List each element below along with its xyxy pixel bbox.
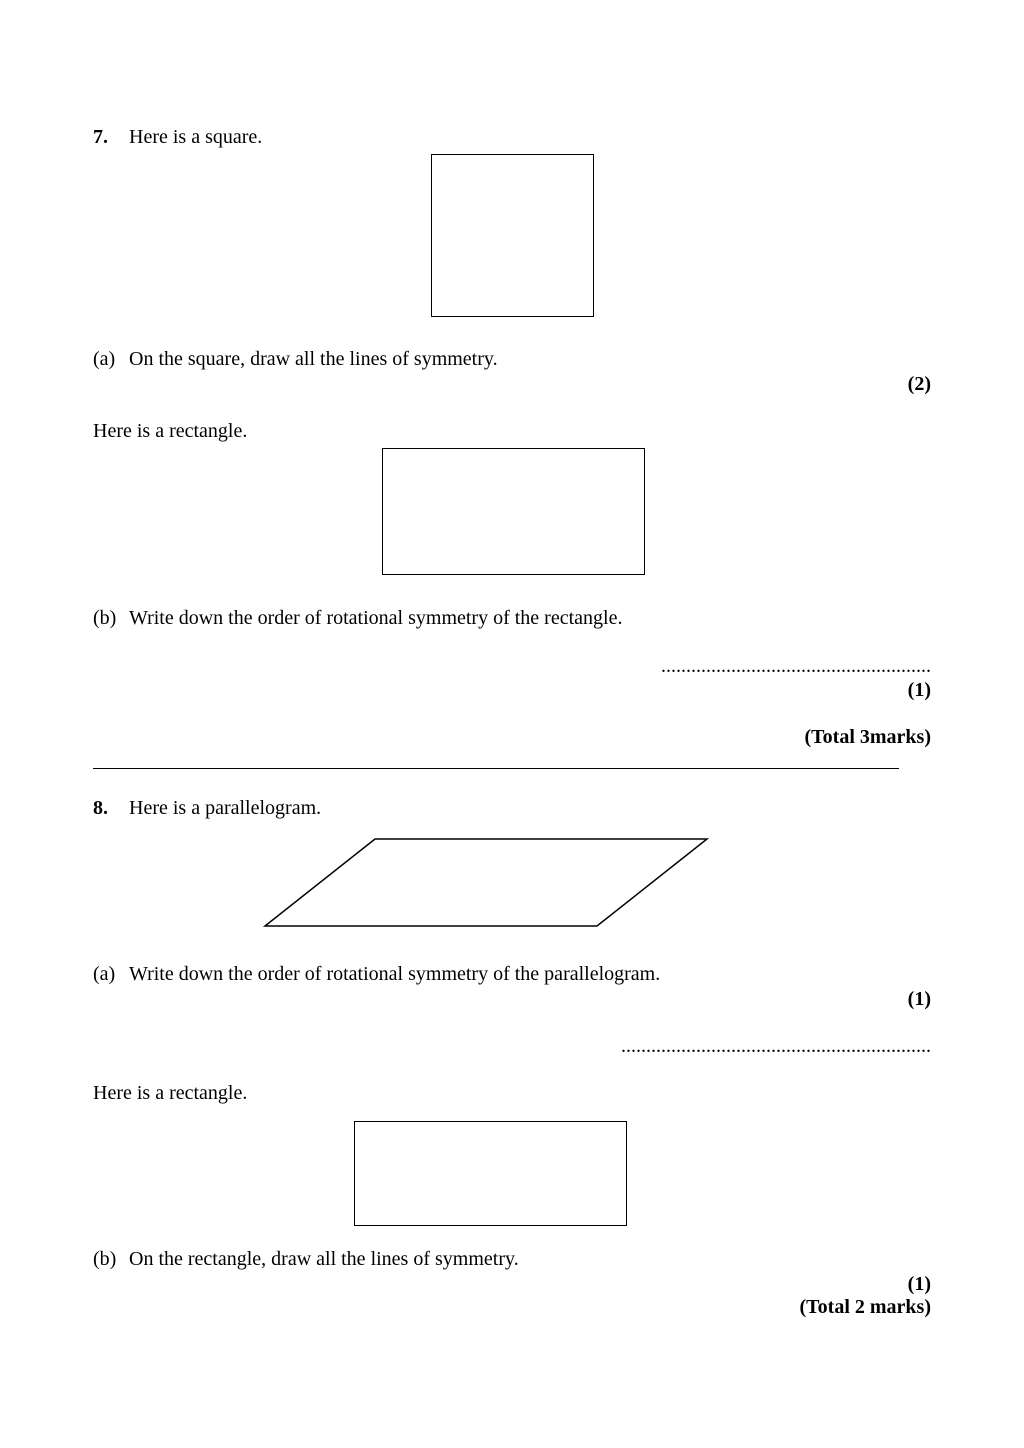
q7-rectangle-intro: Here is a rectangle. bbox=[93, 420, 248, 442]
question-divider bbox=[93, 768, 899, 769]
q8-part-b-marks: (1) bbox=[907, 1273, 931, 1295]
q7-part-a-marks: (2) bbox=[907, 373, 931, 395]
q8-rectangle-intro: Here is a rectangle. bbox=[93, 1082, 248, 1104]
q8-part-a-text: Write down the order of rotational symmetry of the parallelogram. bbox=[129, 963, 661, 985]
q7-part-b-label: (b) bbox=[93, 607, 117, 629]
q7-answer-line[interactable]: ...................................................... bbox=[661, 655, 931, 677]
q7-part-a-text: On the square, draw all the lines of symmetry. bbox=[129, 348, 498, 370]
q8-part-a-label: (a) bbox=[93, 963, 116, 985]
q7-part-b-marks: (1) bbox=[907, 679, 931, 701]
parallelogram-shape bbox=[262, 837, 710, 929]
q8-answer-line[interactable]: .............................................................. bbox=[621, 1035, 931, 1057]
rectangle-shape-q8 bbox=[354, 1121, 627, 1226]
q8-total-marks: (Total 2 marks) bbox=[799, 1296, 931, 1318]
question-7-intro: Here is a square. bbox=[129, 126, 263, 148]
q7-total-marks: (Total 3marks) bbox=[804, 726, 931, 748]
q7-part-a-label: (a) bbox=[93, 348, 116, 370]
question-7-number: 7. bbox=[93, 126, 108, 148]
q7-part-b-text: Write down the order of rotational symmetry of the rectangle. bbox=[129, 607, 623, 629]
square-shape bbox=[431, 154, 594, 317]
q8-part-b-text: On the rectangle, draw all the lines of symmetry. bbox=[129, 1248, 519, 1270]
question-8-number: 8. bbox=[93, 797, 108, 819]
q8-part-b-label: (b) bbox=[93, 1248, 117, 1270]
q8-part-a-marks: (1) bbox=[907, 988, 931, 1010]
question-8-intro: Here is a parallelogram. bbox=[129, 797, 322, 819]
rectangle-shape-q7 bbox=[382, 448, 645, 575]
